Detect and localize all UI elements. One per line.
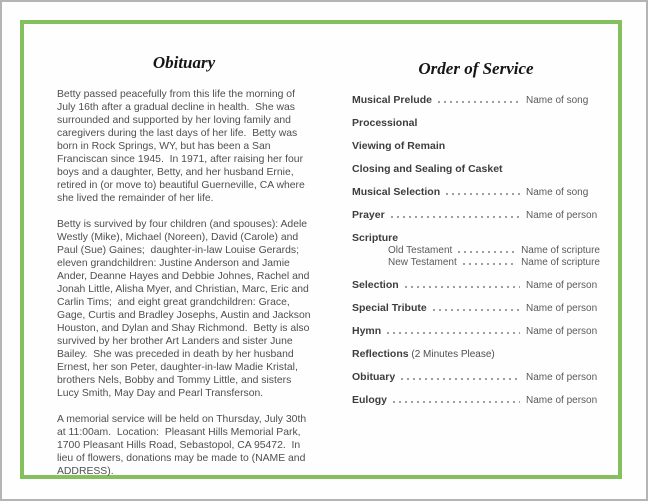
service-item: [352, 94, 600, 107]
service-item: [352, 279, 600, 292]
obituary-text: [57, 88, 314, 478]
service-item-label: Prayer: [352, 209, 385, 221]
service-item: [352, 302, 600, 315]
service-item-label: Reflections: [352, 348, 409, 360]
obituary-paragraph: Betty is survived by four children (and spouses): Adele Westly (Mike), Michael (Noreen), David (Carole) and Paul (Sue) Gaines; daughter-in-law Louise Gerards; eleven grandchildren: Justine Anderson and Jamie Ander, Deanne Hayes and Debbie Johnes, Rachel and Jonah Little, Alisha Myer, and Christian, Marc, Eric and Carlin Tims; and eight great grandchildren: Grace, Gage, Curtis and Bradley Josephs, Austin and Jackson Houston, and Dylan and Shay Richmond. Betty is also survived by her brother Art Landers and sister June Bailey. She was preceded in death by her husband Ernest, her son Peter, daughter-in-law Madie Kristal, brothers Nels, Bobby and Tommy Little, and sisters Lucy Smith, May Day and Pearl Transferson.: [57, 219, 314, 399]
service-item-label: New Testament: [388, 257, 457, 268]
service-item: [352, 117, 600, 130]
service-item-label: Special Tribute: [352, 302, 427, 314]
service-item: [352, 186, 600, 199]
service-item-value: Name of scripture: [521, 257, 600, 268]
service-item-value: Name of song: [526, 187, 589, 198]
service-item: [352, 348, 600, 361]
dotted-leader: [433, 309, 520, 311]
dotted-leader: [463, 263, 515, 265]
service-item-label: Old Testament: [388, 245, 453, 256]
service-item-value: Name of song: [526, 95, 589, 106]
order-of-service-title: Order of Service: [418, 59, 534, 78]
service-item-label: Obituary: [352, 371, 396, 383]
order-of-service-list: [352, 94, 600, 407]
service-item-label: Hymn: [352, 325, 382, 337]
dotted-leader: [458, 251, 515, 253]
service-item-value: Name of scripture: [521, 245, 600, 256]
service-item-label: Musical Selection: [352, 186, 441, 198]
service-item-value: Name of person: [526, 210, 598, 221]
obituary-title: Obituary: [152, 53, 216, 72]
service-item: [352, 325, 600, 338]
service-item-label: Musical Prelude: [352, 94, 432, 106]
service-item: [352, 209, 600, 222]
service-item: [352, 140, 600, 153]
service-item-value: Name of person: [526, 326, 598, 337]
service-item-value: Name of person: [526, 395, 598, 406]
service-item-note: (2 Minutes Please): [408, 349, 495, 360]
dotted-leader: [391, 216, 520, 218]
dotted-leader: [393, 401, 520, 403]
service-item: [352, 232, 600, 245]
service-item-value: Name of person: [526, 303, 598, 314]
obituary-section: [57, 53, 314, 491]
service-item-value: Name of person: [526, 280, 598, 291]
service-item: [352, 163, 600, 176]
service-item-label: Processional: [352, 117, 418, 129]
dotted-leader: [401, 378, 520, 380]
service-subitem: [352, 257, 600, 269]
dotted-leader: [387, 332, 520, 334]
order-of-service-section: [352, 60, 600, 417]
service-item: [352, 394, 600, 407]
service-item-label: Eulogy: [352, 394, 388, 406]
service-item-label: Selection: [352, 279, 399, 291]
service-item: [352, 371, 600, 384]
service-item-label: Viewing of Remain: [352, 140, 446, 152]
service-item-label: Closing and Sealing of Casket: [352, 163, 503, 175]
dotted-leader: [438, 101, 520, 103]
service-item-value: Name of person: [526, 372, 598, 383]
service-item-label: Scripture: [352, 232, 399, 244]
dotted-leader: [446, 193, 520, 195]
dotted-leader: [405, 286, 520, 288]
obituary-paragraph: Betty passed peacefully from this life the morning of July 16th after a gradual decline in health. She was surrounded and supported by her loving family and caregivers during the last days of her life. Betty was born in Rock Springs, WY, but has been a San Franciscan since 1945. In 1971, after raising her four boys and a daughter, Betty, and her husband Ernie, retired in (or move to) beautiful Guerneville, CA where she lived the remainder of her life.: [57, 89, 308, 204]
obituary-paragraph: A memorial service will be held on Thursday, July 30th at 11:00am. Location: Pleasant Hills Memorial Park, 1700 Pleasant Hills Road, Sebastopol, CA 95472. In lieu of flowers, donations may be made to (NAME and ADDRESS).: [57, 414, 309, 477]
service-subitem: [352, 245, 600, 257]
